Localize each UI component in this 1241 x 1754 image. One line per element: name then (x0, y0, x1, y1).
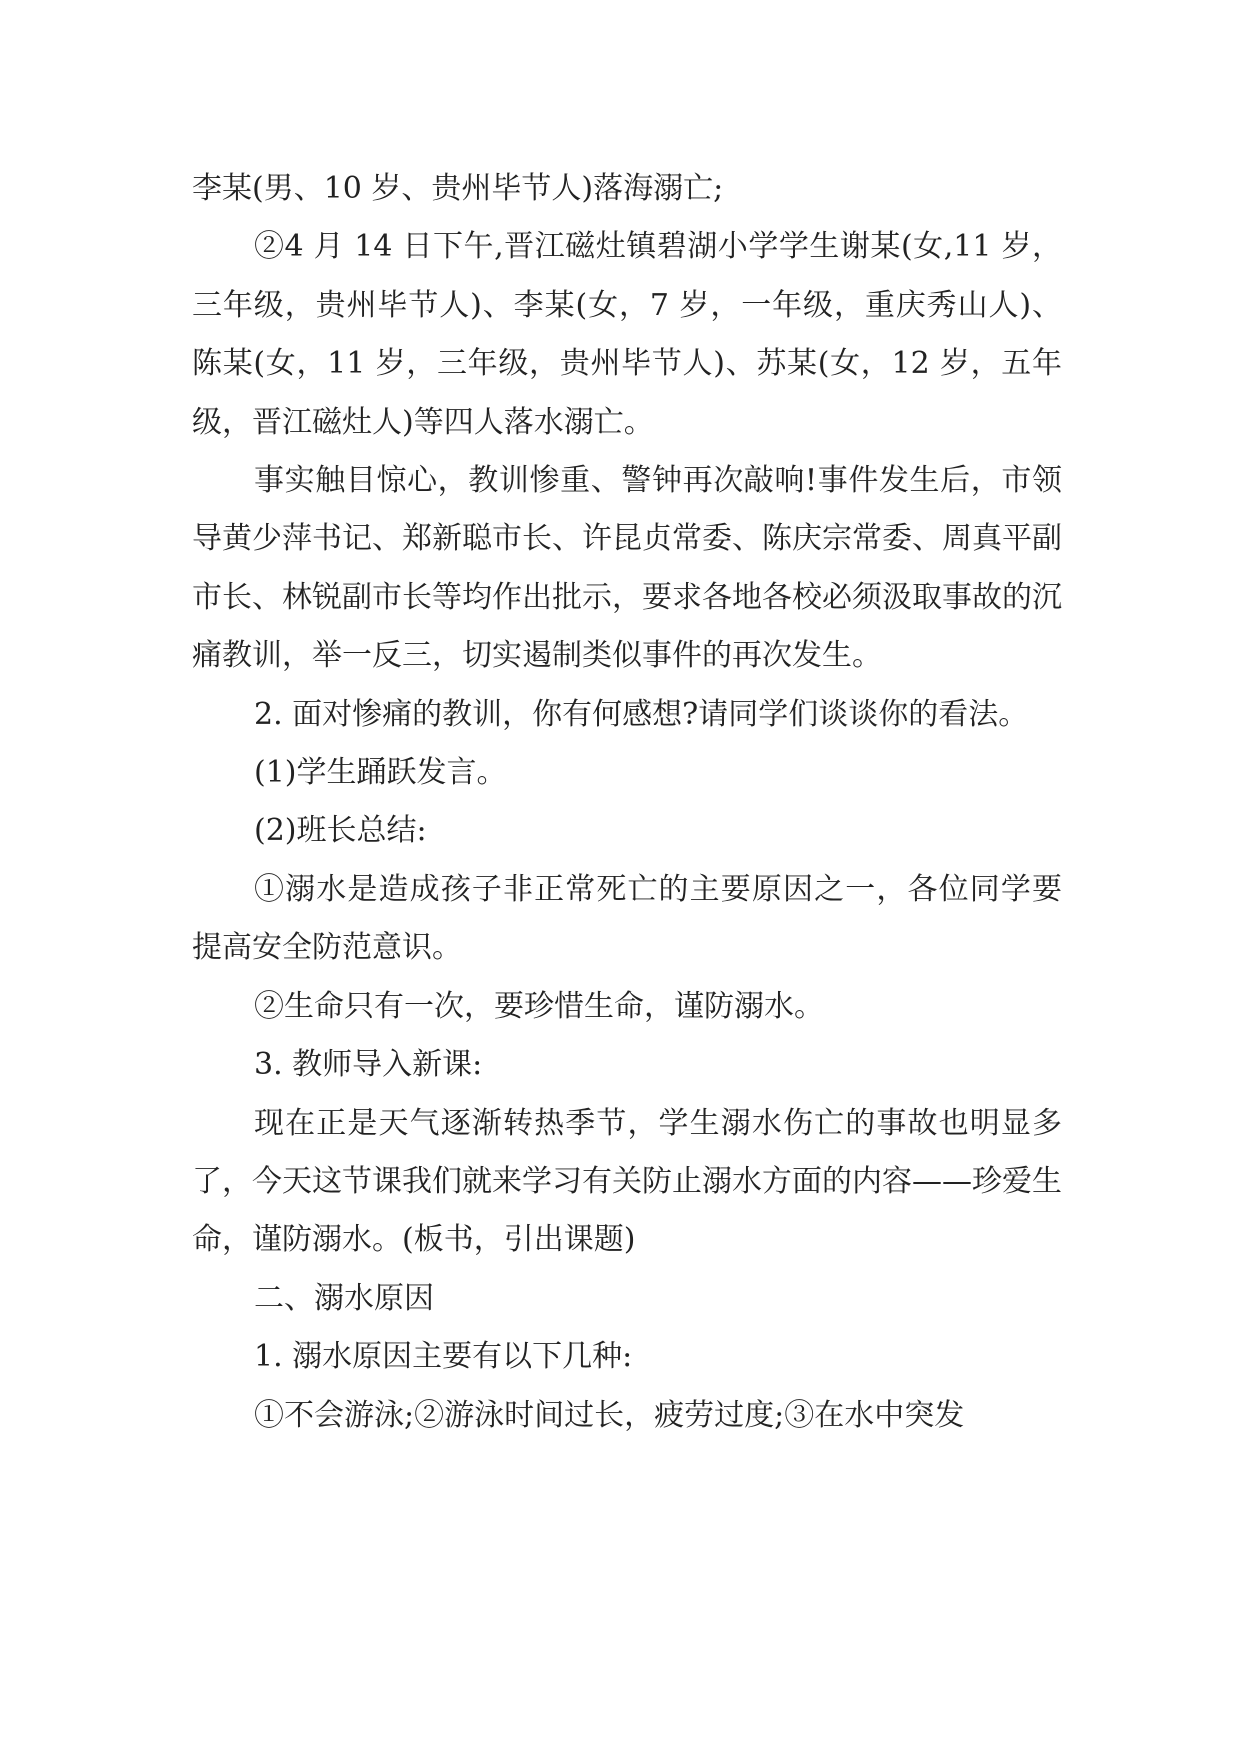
paragraph: ①溺水是造成孩子非正常死亡的主要原因之一，各位同学要提高安全防范意识。 (192, 871, 1062, 966)
paragraph: 李某(男、10 岁、贵州毕节人)落海溺亡; (192, 171, 724, 206)
section-heading: 二、溺水原因 (254, 1280, 434, 1316)
paragraph: ②生命只有一次，要珍惜生命，谨防溺水。 (254, 988, 824, 1024)
paragraph: (1)学生踊跃发言。 (254, 755, 507, 791)
paragraph: 3. 教师导入新课: (254, 1047, 483, 1083)
paragraph: ②4 月 14 日下午,晋江磁灶镇碧湖小学学生谢某(女,11 岁，三年级，贵州毕节人)、李某(女，7 岁，一年级，重庆秀山人)、陈某(女，11 岁，三年级，贵州毕节人)、苏某(女，12 岁，五年级，晋江磁灶人)等四人落水溺亡。 (192, 229, 1062, 440)
paragraph: 2. 面对惨痛的教训，你有何感想?请同学们谈谈你的看法。 (254, 696, 1029, 732)
document-body (192, 160, 1062, 1445)
paragraph: (2)班长总结: (254, 813, 427, 849)
paragraph: 现在正是天气逐渐转热季节，学生溺水伤亡的事故也明显多了，今天这节课我们就来学习有关防止溺水方面的内容——珍爱生命，谨防溺水。(板书，引出课题) (192, 1105, 1062, 1258)
paragraph: 事实触目惊心，教训惨重、警钟再次敲响!事件发生后，市领导黄少萍书记、郑新聪市长、许昆贞常委、陈庆宗常委、周真平副市长、林锐副市长等均作出批示，要求各地各校必须汲取事故的沉痛教训，举一反三，切实遏制类似事件的再次发生。 (192, 463, 1062, 674)
paragraph: ①不会游泳;②游泳时间过长，疲劳过度;③在水中突发 (254, 1397, 965, 1433)
paragraph: 1. 溺水原因主要有以下几种: (254, 1339, 633, 1375)
